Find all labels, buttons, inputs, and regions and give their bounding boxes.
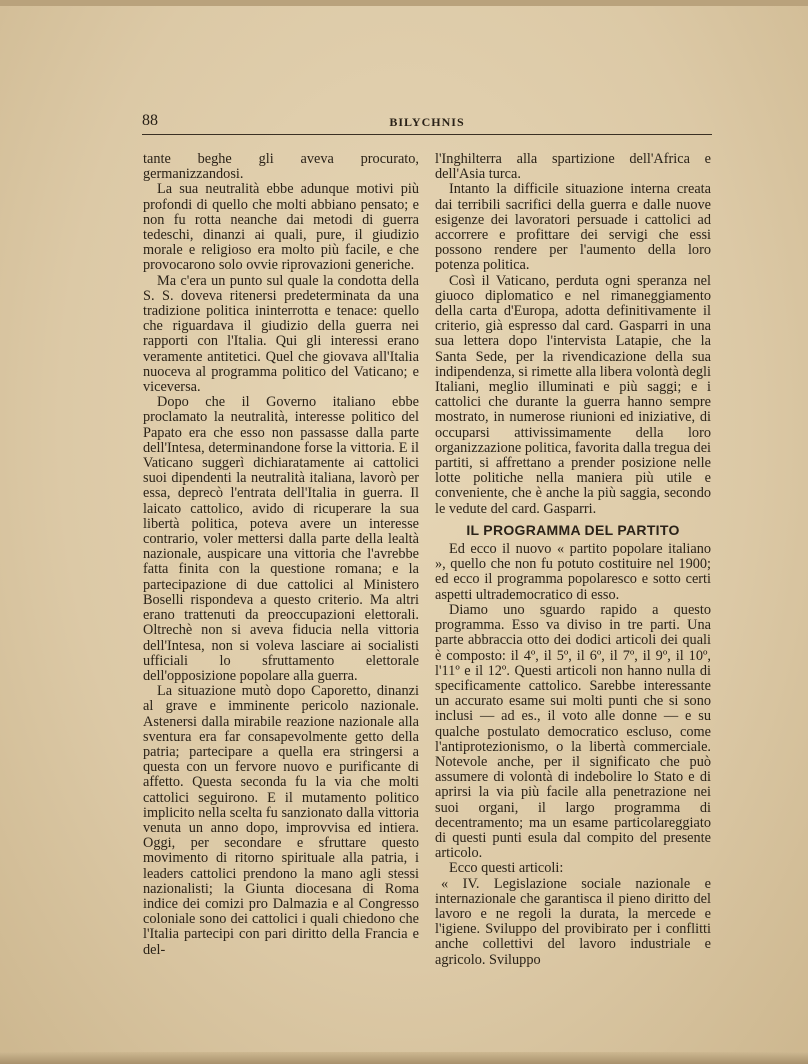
paragraph: Intanto la difficile situazione interna creata dai terribili sacrifici della guerra e dalle nuove esigenze dei lavoratori persuade i cattolici ad accorrere e profittare dei servigi che essi possono rendere per l'aumento della loro potenza politica. [435, 181, 711, 274]
paragraph: Ed ecco il nuovo « partito popolare italiano », quello che non fu potuto costituire nel 1900; ed ecco il programma popolaresco e sotto certi aspetti ultrademocratico di esso. [435, 541, 711, 603]
section-heading: IL PROGRAMMA DEL PARTITO [466, 521, 680, 538]
right-column [435, 152, 711, 968]
page-number: 88 [142, 112, 158, 129]
running-head: BILYCHNIS [389, 115, 465, 129]
paragraph: La situazione mutò dopo Caporetto, dinanzi al grave e imminente pericolo nazionale. Astenersi dalla mirabile reazione nazionale alla sventura era far consapevolmente getto della patria; partecipare a quella era stringersi a questa con un fervore nuovo e purificante di affetto. Questa seconda fu la via che molti cattolici seguirono. E il mutamento politico implicito nella scelta fu sanzionato dalla vittoria venuta un anno dopo, improvvisa ed intiera. Oggi, per secondare e sfruttare questo movimento di ritorno spirituale alla patria, i leaders cattolici prendono la mano agli stessi nazionalisti; la Giunta diocesana di Roma indice dei comizi pro Dalmazia e al Congresso coloniale sono dei cattolici i quali chiedono che l'Italia partecipi con pari diritto della Francia e del- [143, 683, 419, 958]
paragraph: l'Inghilterra alla spartizione dell'Africa e dell'Asia turca. [435, 151, 711, 183]
paragraph: Ecco questi articoli: [449, 860, 564, 877]
paragraph: Dopo che il Governo italiano ebbe proclamato la neutralità, interesse politico del Papato era che esso non passasse dalla parte dell'Intesa, determinandone forse la vittoria. E il Vaticano suggerì dichiaratamente ai cattolici suoi dipendenti la neutralità italiana, lavorò per essa, deprecò l'entrata dell'Italia in guerra. Il laicato cattolico, avido di ricuperare la sua libertà politica, poteva avere un interesse contrario, voler mettersi dalla parte della lealtà nazionale, auspicare una vittoria che l'avrebbe fatta finita con la questione romana; e la partecipazione di due cattolici al Ministero Boselli rispondeva a questo criterio. Ma altri erano trattenuti da preoccupazioni elettorali. Oltrechè non si aveva fiducia nella vittoria dell'Intesa, non si voleva lasciare ai socialisti ufficiali lo sfruttamento elettorale dell'opposizione popolare alla guerra. [143, 394, 419, 684]
paragraph: Così il Vaticano, perduta ogni speranza nel giuoco diplomatico e nel rimaneggiamento della carta d'Europa, adotta definitivamente il criterio, già espresso dal card. Gasparri in una sua lettera dopo l'intervista Latapie, che la Santa Sede, per la rivendicazione della sua indipendenza, si rimette alla libera volontà degli Italiani, meglio illuminati e più saggi; e i cattolici che durante la guerra hanno sempre mostrato, in numerose riunioni ed iniziative, di occuparsi attivissimamente della loro organizzazione politica, favorita dalla tregua dei partiti, si affrettano a prender posizione nelle lotte politiche nella maniera più utile e conveniente, che è anche la più saggia, secondo le vedute del card. Gasparri. [435, 272, 712, 517]
left-column [143, 152, 419, 958]
paragraph: « IV. Legislazione sociale nazionale e internazionale che garantisca il pieno diritto del lavoro e ne regoli la durata, la mercede e l'igiene. Sviluppo del provibirato per i conflitti anche collettivi del lavoro industriale e agricolo. Sviluppo [435, 875, 711, 968]
paragraph: Ma c'era un punto sul quale la condotta della S. S. doveva ritenersi predeterminata da una tradizione politica ininterrotta e tenace: quello che riguardava il giudizio della guerra nei rapporti con l'Italia. Qui gli interessi erano veramente antitetici. Quel che giovava all'Italia nuoceva al programma politico del Vaticano; e viceversa. [143, 272, 419, 396]
paragraph: La sua neutralità ebbe adunque motivi più profondi di quello che molti abbiano pensato; e non fu rotta neanche dai metodi di guerra tedeschi, dinanzi ai quali, pure, il giudizio morale e religioso era molto più facile, e che provocarono solo ovvie riprovazioni generiche. [143, 181, 419, 274]
page-header [142, 112, 712, 135]
paragraph: tante beghe gli aveva procurato, germanizzandosi. [143, 151, 419, 183]
page-bottom-edge [0, 1052, 808, 1064]
page-top-edge [0, 0, 808, 6]
paragraph: Diamo uno sguardo rapido a questo programma. Esso va diviso in tre parti. Una parte abbraccia otto dei dodici articoli dei quali è composto: il 4º, il 5º, il 6º, il 7º, il 9º, il 10º, l'11º e il 12º. Questi articoli non hanno nulla di specificamente cattolico. Sarebbe interessante un accurato esame sui molti punti che si sono inclusi — ad es., il voto alle donne — e su qualche postulato democratico escluso, come l'antiprotezionismo, o la libertà commerciale. Notevole anche, per il significato che può assumere di volontà di indebolire lo Stato e di aprirsi la via più facile alla penetrazione nei suoi organi, il largo programma di decentramento; ma un esame particolareggiato di questi punti esula dal compito del presente articolo. [435, 601, 711, 862]
